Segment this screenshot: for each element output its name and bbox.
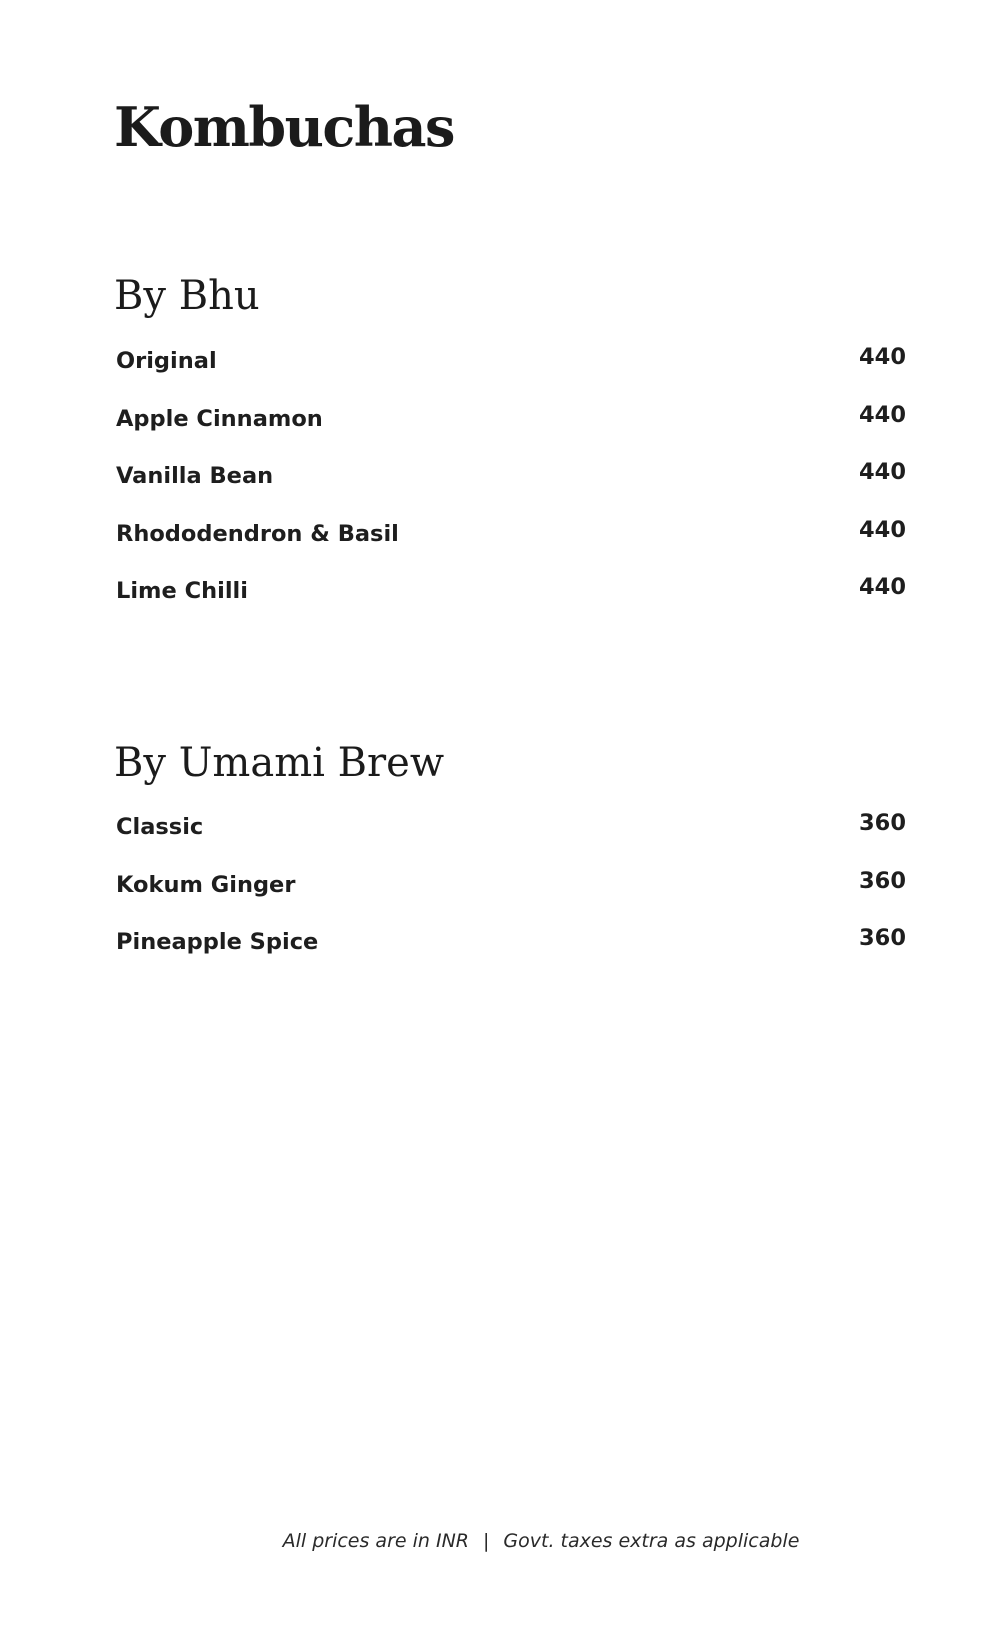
footer-currency-note: All prices are in INR (282, 1530, 469, 1552)
menu-item (114, 867, 906, 932)
item-name: Vanilla Bean (116, 463, 274, 490)
item-price: 440 (859, 344, 906, 370)
section-list-by-umami-brew (114, 810, 906, 989)
footer-note (0, 1530, 992, 1552)
footer-separator: | (483, 1530, 490, 1552)
item-price: 440 (859, 516, 906, 543)
menu-item (114, 810, 906, 874)
item-name: Rhododendron & Basil (116, 520, 399, 547)
item-price: 360 (859, 867, 906, 894)
menu-item (114, 459, 906, 523)
item-price: 440 (859, 459, 906, 486)
menu-item (114, 574, 906, 638)
item-name: Apple Cinnamon (116, 405, 323, 432)
section-list-by-bhu (114, 344, 906, 638)
item-name: Classic (116, 814, 204, 840)
section-heading-by-bhu: By Bhu (114, 273, 260, 319)
footer-tax-note: Govt. taxes extra as applicable (503, 1530, 800, 1552)
item-price: 360 (859, 810, 906, 836)
item-price: 440 (859, 574, 906, 601)
menu-item (114, 925, 906, 989)
item-price: 360 (859, 925, 906, 952)
item-name: Lime Chilli (116, 578, 248, 605)
section-heading-by-umami-brew: By Umami Brew (114, 740, 445, 786)
menu-item (114, 344, 906, 408)
item-name: Pineapple Spice (116, 929, 319, 956)
item-price: 440 (859, 401, 906, 428)
page-title: Kombuchas (114, 95, 454, 159)
menu-item (114, 401, 906, 466)
item-name: Original (116, 348, 217, 374)
item-name: Kokum Ginger (116, 871, 296, 898)
menu-item (114, 516, 906, 581)
